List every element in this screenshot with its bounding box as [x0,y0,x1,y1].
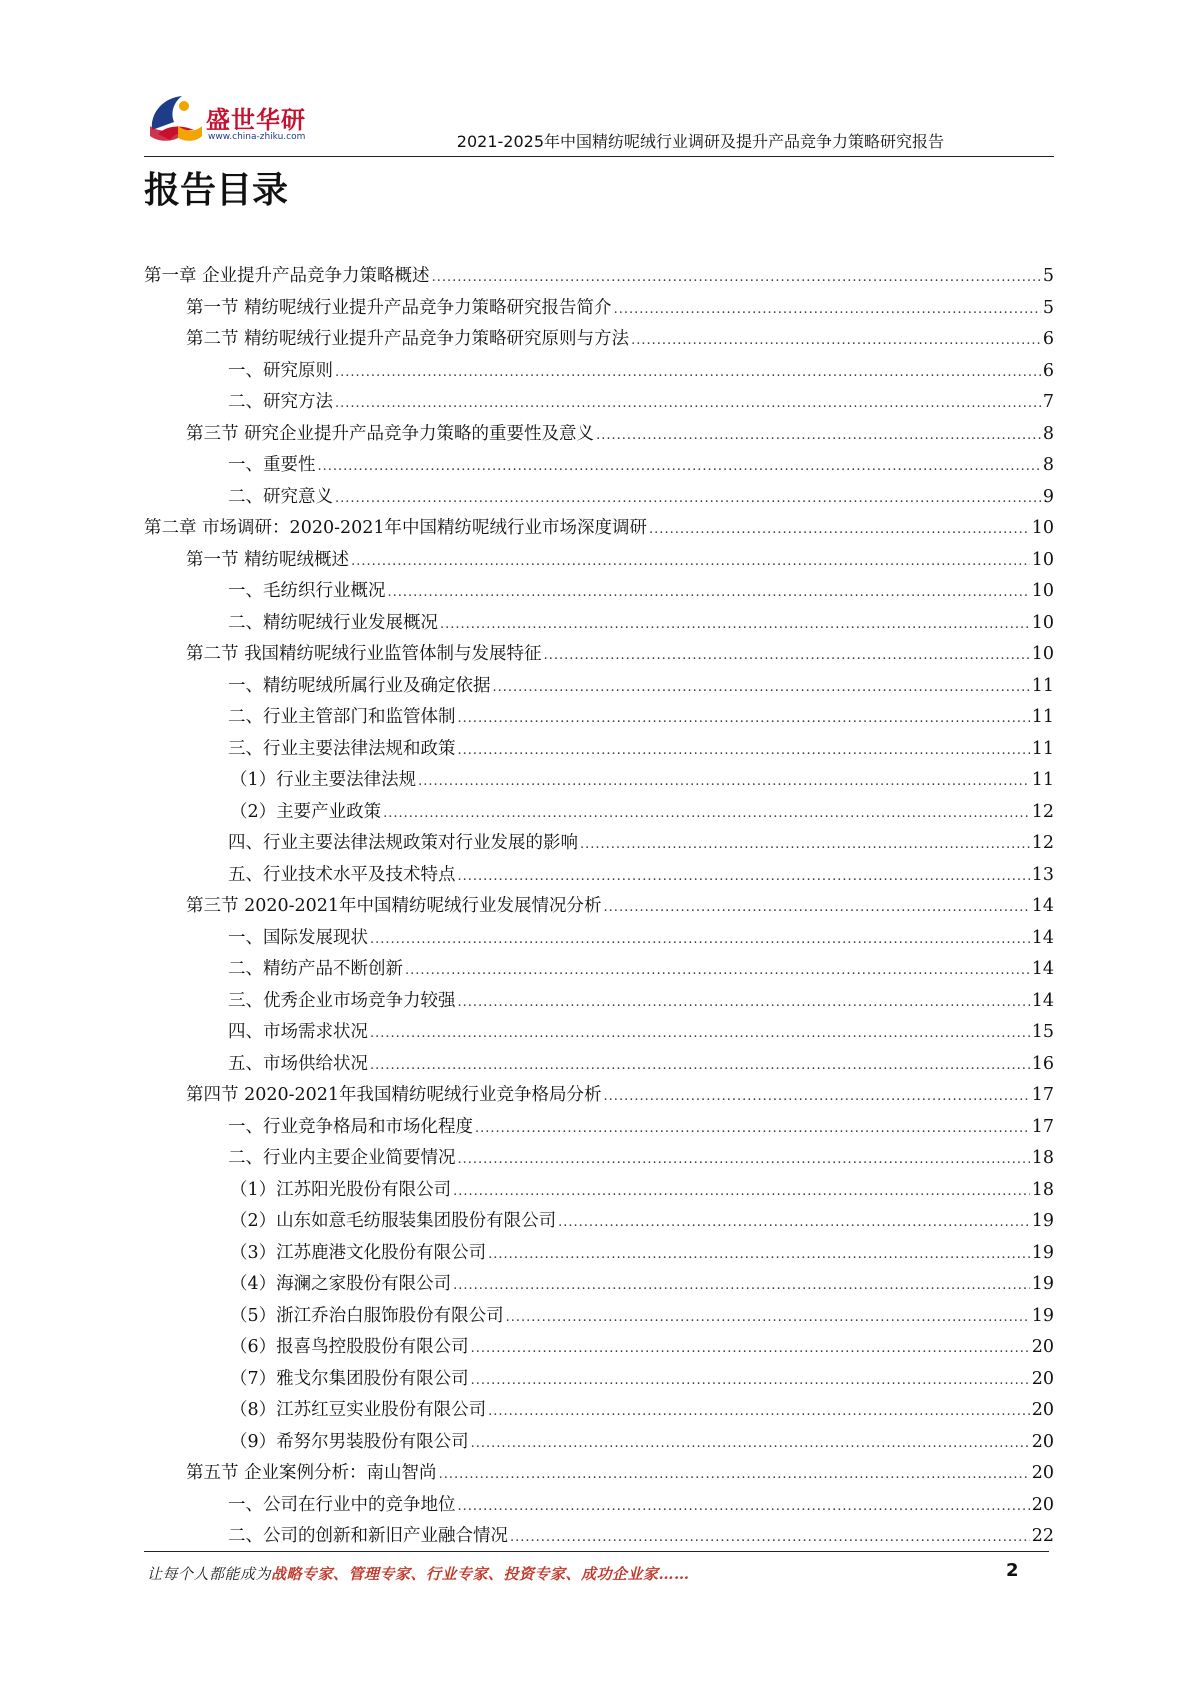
toc-entry-page: 20 [1031,1368,1054,1389]
toc-dot-leader [418,766,1030,798]
toc-entry-label: 五、市场供给状况 [228,1053,368,1074]
toc-entry[interactable] [144,702,1054,734]
toc-entry-page: 20 [1031,1431,1054,1452]
toc-entry-label: 第二节 精纺呢绒行业提升产品竞争力策略研究原则与方法 [186,329,630,349]
toc-entry-label: （1）行业主要法律法规 [230,770,417,790]
toc-entry-page: 19 [1031,1242,1054,1263]
header-divider [144,156,1054,157]
toc-dot-leader [493,672,1030,704]
toc-entry[interactable] [144,513,1054,545]
toc-entry-label: （9）希努尔男装股份有限公司 [230,1431,469,1452]
toc-entry[interactable] [144,1458,1054,1490]
toc-dot-leader [370,924,1030,956]
toc-entry-label: 二、公司的创新和新旧产业融合情况 [228,1526,508,1546]
toc-entry-page: 14 [1031,959,1054,979]
toc-entry-label: 第一节 精纺呢绒概述 [186,549,350,570]
toc-entry-label: 第五节 企业案例分析：南山智尚 [186,1463,437,1483]
toc-entry-page: 15 [1031,1022,1054,1042]
toc-entry[interactable] [144,1143,1054,1175]
toc-dot-leader [453,1176,1030,1208]
toc-entry[interactable] [144,1049,1054,1081]
toc-entry-label: （7）雅戈尔集团股份有限公司 [230,1368,469,1389]
toc-dot-leader [370,1018,1030,1050]
toc-dot-leader [370,1050,1030,1082]
toc-entry-label: 一、重要性 [228,455,316,475]
toc-dot-leader [351,546,1030,578]
logo-emblem-icon [144,86,206,146]
toc-dot-leader [439,1459,1030,1491]
toc-entry-page: 5 [1042,266,1054,286]
toc-entry-page: 10 [1031,612,1054,633]
toc-dot-leader [506,1302,1030,1334]
toc-entry-page: 6 [1042,329,1054,349]
report-header-title: 2021-2025年中国精纺呢绒行业调研及提升产品竞争力策略研究报告 [456,132,944,151]
toc-entry-page: 10 [1031,549,1054,570]
toc-entry[interactable] [144,671,1054,703]
toc-entry[interactable] [144,293,1054,325]
toc-entry-page: 20 [1031,1463,1054,1483]
toc-dot-leader [471,1428,1030,1460]
toc-dot-leader [458,703,1030,735]
toc-entry-page: 10 [1031,581,1054,601]
toc-dot-leader [432,262,1041,294]
toc-entry[interactable] [144,1427,1054,1459]
slogan-prefix: 让每个人都能成为 [147,1565,272,1583]
toc-dot-leader [335,357,1041,389]
toc-entry[interactable] [144,1490,1054,1522]
toc-entry-page: 12 [1031,833,1054,853]
toc-entry-label: 二、行业内主要企业简要情况 [228,1148,456,1168]
toc-entry[interactable] [144,986,1054,1018]
toc-entry-page: 19 [1031,1305,1054,1326]
toc-entry[interactable] [144,1521,1054,1553]
toc-entry[interactable] [144,1112,1054,1144]
company-logo [144,86,344,150]
toc-entry-label: （5）浙江乔治白服饰股份有限公司 [230,1305,504,1326]
toc-entry-page: 20 [1031,1337,1054,1357]
toc-entry-label: 一、研究原则 [228,360,333,381]
toc-entry[interactable] [144,828,1054,860]
toc-entry-label: 第三节 研究企业提升产品竞争力策略的重要性及意义 [186,423,595,444]
logo-url: www.china-zhiku.com [208,132,306,142]
toc-entry-page: 11 [1031,738,1054,759]
toc-entry[interactable] [144,954,1054,986]
toc-entry[interactable] [144,1395,1054,1427]
toc-dot-leader [388,577,1030,609]
toc-entry-page: 17 [1031,1085,1054,1105]
toc-entry[interactable] [144,860,1054,892]
toc-dot-leader [383,798,1030,830]
toc-entry-page: 17 [1031,1116,1054,1137]
toc-entry-label: （3）江苏鹿港文化股份有限公司 [230,1242,487,1263]
slogan-highlight: 战略专家、管理专家、行业专家、投资专家、成功企业家…… [271,1565,690,1583]
toc-entry[interactable] [144,639,1054,671]
toc-entry-label: （4）海澜之家股份有限公司 [230,1274,452,1294]
toc-entry-label: （2）山东如意毛纺服装集团股份有限公司 [230,1211,557,1231]
toc-entry-label: 三、行业主要法律法规和政策 [228,738,456,759]
toc-entry-page: 22 [1031,1526,1054,1546]
toc-dot-leader [488,1396,1030,1428]
toc-entry-page: 11 [1031,675,1054,696]
toc-dot-leader [580,829,1030,861]
footer-slogan [147,1563,690,1584]
toc-dot-leader [614,294,1041,326]
toc-entry-label: 四、市场需求状况 [228,1022,368,1042]
toc-dot-leader [544,640,1030,672]
toc-entry[interactable] [144,1301,1054,1333]
toc-dot-leader [558,1207,1030,1239]
toc-dot-leader [335,483,1041,515]
toc-dot-leader [488,1239,1030,1271]
toc-entry[interactable] [144,1080,1054,1112]
toc-dot-leader [453,1270,1030,1302]
toc-entry-label: 第二节 我国精纺呢绒行业监管体制与发展特征 [186,644,542,664]
toc-entry-page: 19 [1031,1274,1054,1294]
toc-entry[interactable] [144,1364,1054,1396]
toc-entry-page: 9 [1042,486,1054,507]
toc-dot-leader [475,1113,1030,1145]
toc-dot-leader [440,609,1030,641]
toc-entry-label: 一、国际发展现状 [228,927,368,948]
toc-entry-label: 第三节 2020-2021年中国精纺呢绒行业发展情况分析 [186,896,602,916]
toc-dot-leader [335,388,1041,420]
toc-dot-leader [458,735,1030,767]
toc-entry[interactable] [144,797,1054,829]
toc-dot-leader [604,1081,1030,1113]
toc-entry[interactable] [144,419,1054,451]
toc-entry-page: 8 [1042,423,1054,444]
toc-dot-leader [604,892,1030,924]
toc-entry[interactable] [144,1175,1054,1207]
toc-entry-page: 5 [1042,297,1054,318]
toc-entry-page: 8 [1042,455,1054,475]
toc-dot-leader [471,1333,1030,1365]
toc-entry[interactable] [144,891,1054,923]
logo-name: 盛世华研 [206,106,306,134]
toc-entry-label: （2）主要产业政策 [230,801,382,822]
toc-entry[interactable] [144,1269,1054,1301]
toc-entry[interactable] [144,765,1054,797]
toc-dot-leader [510,1522,1030,1554]
toc-entry[interactable] [144,923,1054,955]
toc-entry[interactable] [144,1238,1054,1270]
toc-entry[interactable] [144,1206,1054,1238]
toc-entry-label: （8）江苏红豆实业股份有限公司 [230,1400,487,1420]
toc-entry-page: 18 [1031,1179,1054,1200]
toc-entry-page: 10 [1031,518,1054,538]
toc-entry-label: 第一章 企业提升产品竞争力策略概述 [144,266,430,286]
toc-dot-leader [405,955,1030,987]
toc-entry-label: 二、研究方法 [228,392,333,412]
toc-entry-page: 20 [1031,1400,1054,1420]
toc-entry[interactable] [144,450,1054,482]
toc-entry-page: 14 [1031,927,1054,948]
page-number: 2 [1006,1560,1019,1581]
toc-entry[interactable] [144,1017,1054,1049]
toc-dot-leader [631,325,1041,357]
toc-entry-page: 19 [1031,1211,1054,1231]
toc-entry-label: 一、精纺呢绒所属行业及确定依据 [228,675,491,696]
toc-entry-page: 11 [1031,770,1054,790]
toc-dot-leader [318,451,1041,483]
toc-entry-page: 10 [1031,644,1054,664]
toc-entry-label: 三、优秀企业市场竞争力较强 [228,990,456,1011]
toc-entry[interactable] [144,261,1054,293]
toc-entry-label: 二、行业主管部门和监管体制 [228,707,456,727]
toc-entry-page: 14 [1031,896,1054,916]
toc-entry[interactable] [144,1332,1054,1364]
toc-entry[interactable] [144,734,1054,766]
toc-entry-label: 四、行业主要法律法规政策对行业发展的影响 [228,833,578,853]
toc-entry[interactable] [144,576,1054,608]
toc-entry-label: （6）报喜鸟控股股份有限公司 [230,1337,469,1357]
toc-entry[interactable] [144,545,1054,577]
toc-entry-page: 7 [1042,392,1054,412]
toc-entry-label: 第二章 市场调研：2020-2021年中国精纺呢绒行业市场深度调研 [144,518,648,538]
toc-dot-leader [471,1365,1030,1397]
toc-dot-leader [458,1144,1030,1176]
toc-entry-label: 二、精纺呢绒行业发展概况 [228,612,438,633]
toc-entry-label: 一、毛纺织行业概况 [228,581,386,601]
toc-entry-label: 二、研究意义 [228,486,333,507]
toc-entry[interactable] [144,356,1054,388]
toc-dot-leader [458,1491,1030,1523]
toc-entry-label: 第四节 2020-2021年我国精纺呢绒行业竞争格局分析 [186,1085,602,1105]
toc-entry-page: 14 [1031,990,1054,1011]
toc-dot-leader [596,420,1041,452]
toc-entry[interactable] [144,608,1054,640]
toc-entry-page: 13 [1031,864,1054,885]
toc-entry-page: 12 [1031,801,1054,822]
toc-entry-label: 一、公司在行业中的竞争地位 [228,1494,456,1515]
toc-entry-page: 6 [1042,360,1054,381]
page-title: 报告目录 [144,170,289,211]
toc-entry-label: 一、行业竞争格局和市场化程度 [228,1116,473,1137]
toc-entry-label: （1）江苏阳光股份有限公司 [230,1179,452,1200]
toc-entry-label: 第一节 精纺呢绒行业提升产品竞争力策略研究报告简介 [186,297,612,318]
toc-entry[interactable] [144,387,1054,419]
toc-dot-leader [649,514,1030,546]
footer-divider [144,1551,1049,1552]
toc-entry-page: 18 [1031,1148,1054,1168]
toc-dot-leader [458,861,1030,893]
toc-entry-label: 二、精纺产品不断创新 [228,959,403,979]
toc-entry-label: 五、行业技术水平及技术特点 [228,864,456,885]
toc-entry-page: 20 [1031,1494,1054,1515]
toc-entry[interactable] [144,482,1054,514]
toc-dot-leader [458,987,1030,1019]
toc-entry-page: 11 [1031,707,1054,727]
toc-entry[interactable] [144,324,1054,356]
table-of-contents [144,261,1054,1553]
toc-entry-page: 16 [1031,1053,1054,1074]
